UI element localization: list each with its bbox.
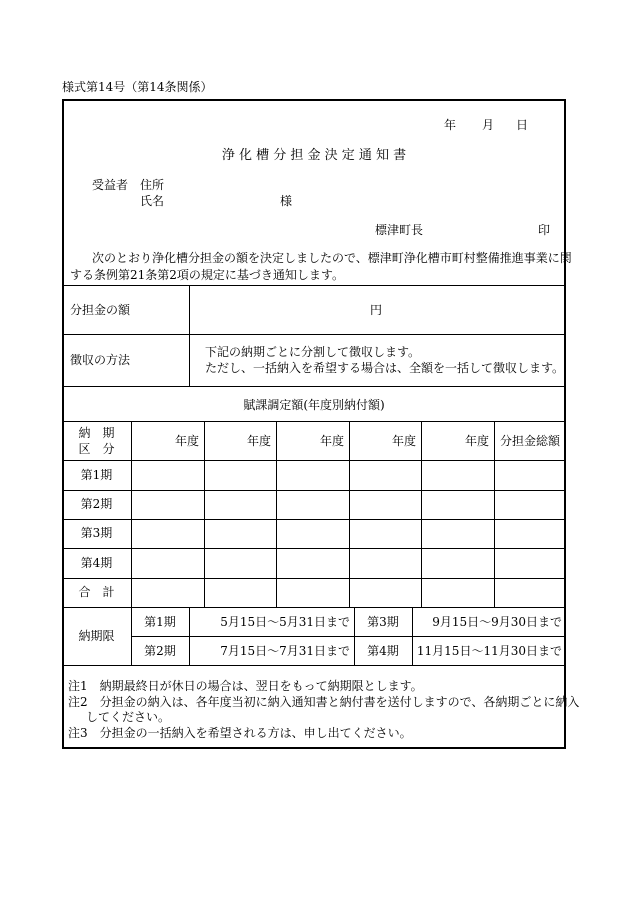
- grid-col-line: [276, 421, 277, 607]
- grid-row-line: [62, 460, 566, 461]
- note-2-line2: してください。: [86, 710, 171, 724]
- deadline-range-1: 5月15日～5月31日まで: [220, 615, 350, 629]
- deadline-period-4: 第4期: [367, 644, 399, 658]
- col-year-3: 年度: [319, 434, 344, 448]
- row-label-4: 第4期: [80, 556, 113, 570]
- deadline-range-4: 11月15日～11月30日まで: [416, 644, 562, 658]
- issuer-seal: 印: [538, 223, 551, 237]
- deadline-mid-line: [131, 636, 566, 637]
- col-head-line1: 納 期: [78, 426, 115, 440]
- note-1: 注1 納期最終日が休日の場合は、翌日をもって納期限とします。: [68, 679, 423, 693]
- collection-label: 徴収の方法: [70, 353, 131, 367]
- collection-line1: 下記の納期ごとに分割して徴収します。: [205, 345, 421, 359]
- deadline-period-2: 第2期: [144, 644, 176, 658]
- rule-above-notes: [62, 665, 566, 666]
- deadline-period-1: 第1期: [144, 615, 176, 629]
- row-label-2: 第2期: [80, 497, 113, 511]
- grid-col-line: [349, 421, 350, 607]
- rule-above-amount: [62, 285, 566, 286]
- grid-row-line: [62, 578, 566, 579]
- col-year-5: 年度: [464, 434, 489, 448]
- date-month: 月: [482, 118, 495, 132]
- col-head-line2: 区 分: [78, 442, 115, 456]
- note-2-line1: 注2 分担金の納入は、各年度当初に納入通知書と納付書を送付しますので、各納期ごとに納入: [68, 695, 580, 709]
- rule-assessment-header: [62, 421, 566, 422]
- col-year-2: 年度: [246, 434, 271, 448]
- issuer-name: 標津町長: [375, 223, 424, 237]
- row-label-total: 合 計: [78, 585, 115, 599]
- grid-row-line: [62, 548, 566, 549]
- date-year: 年: [444, 118, 457, 132]
- deadline-period-3: 第3期: [367, 615, 399, 629]
- deadline-label: 納期限: [78, 629, 115, 643]
- grid-row-line: [62, 519, 566, 520]
- date-day: 日: [516, 118, 529, 132]
- assessment-header: 賦課調定額(年度別納付額): [243, 398, 385, 412]
- deadline-range-2: 7月15日～7月31日まで: [220, 644, 350, 658]
- grid-row-line: [62, 607, 566, 608]
- note-3: 注3 分担金の一括納入を希望される方は、申し出てください。: [68, 726, 412, 740]
- grid-col-line: [494, 421, 495, 607]
- amount-label: 分担金の額: [70, 303, 131, 317]
- grid-col-line: [421, 421, 422, 607]
- form-label: 様式第14号（第14条関係）: [62, 80, 213, 94]
- col-year-1: 年度: [174, 434, 199, 448]
- grid-row-line: [62, 490, 566, 491]
- col-total: 分担金総額: [499, 434, 560, 448]
- amount-unit: 円: [370, 303, 383, 317]
- row-label-1: 第1期: [80, 468, 113, 482]
- col-year-4: 年度: [391, 434, 416, 448]
- collection-line2: ただし、一括納入を希望する場合は、全額を一括して徴収します。: [205, 361, 565, 375]
- rule-above-assessment: [62, 386, 566, 387]
- grid-col-line: [204, 421, 205, 607]
- recipient-label: 受益者: [92, 178, 129, 192]
- recipient-name-label: 氏名: [140, 194, 165, 208]
- rule-label-divider: [189, 285, 190, 386]
- deadline-range-3: 9月15日～9月30日まで: [432, 615, 562, 629]
- row-label-3: 第3期: [80, 526, 113, 540]
- body-text-line2: する条例第21条第2項の規定に基づき通知します。: [70, 268, 344, 282]
- body-text-line1: 次のとおり浄化槽分担金の額を決定しましたので、標津町浄化槽市町村整備推進事業に関: [92, 251, 572, 265]
- document-title: 浄 化 槽 分 担 金 決 定 通 知 書: [221, 148, 407, 163]
- rule-above-collection: [62, 334, 566, 335]
- recipient-honorific: 様: [280, 194, 293, 208]
- grid-col-line: [131, 421, 132, 607]
- recipient-address-label: 住所: [140, 178, 165, 192]
